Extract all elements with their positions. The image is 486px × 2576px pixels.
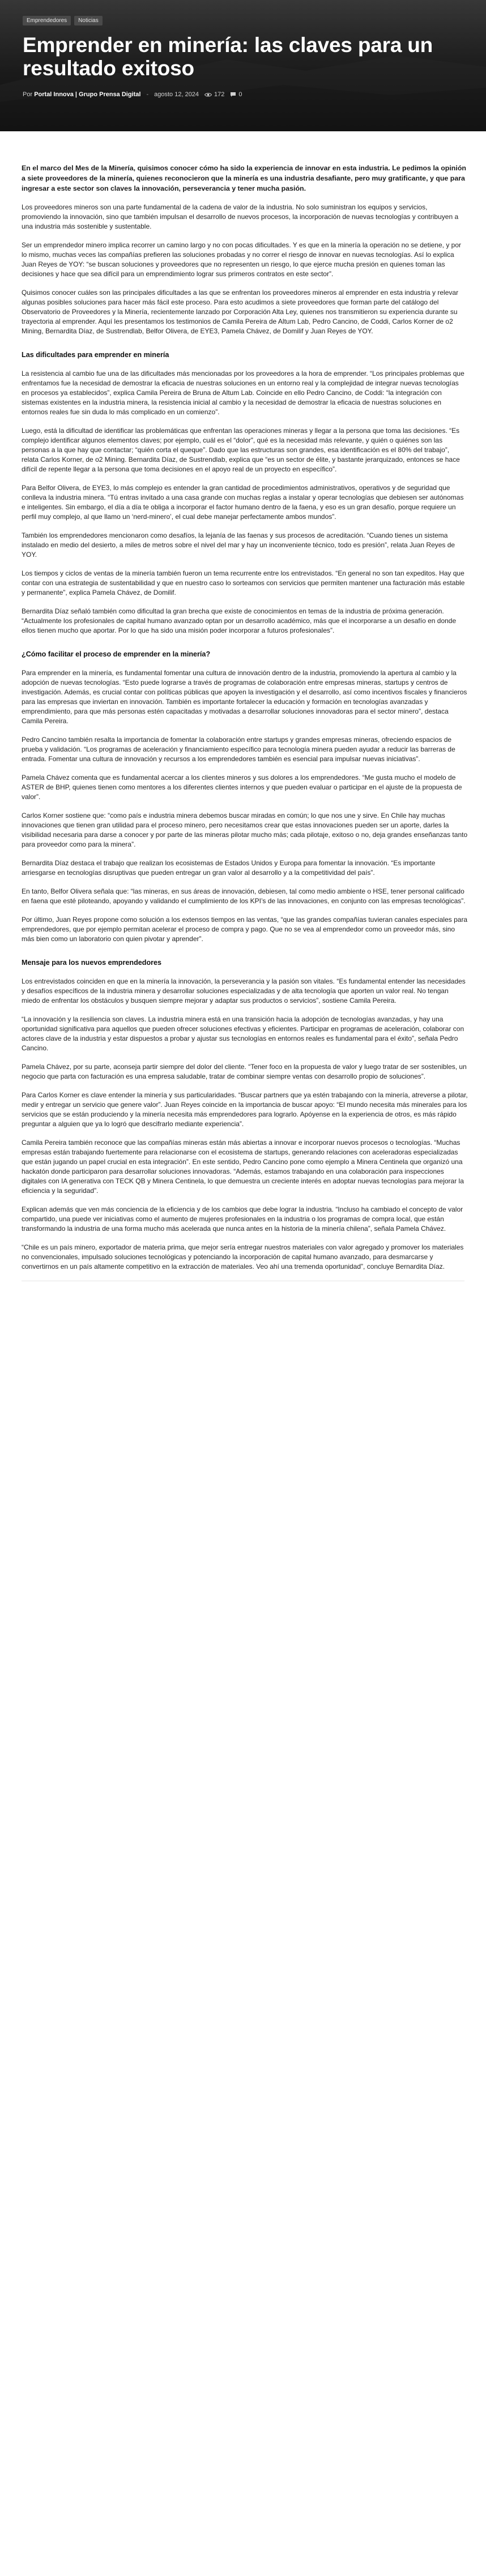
article-meta [23, 91, 470, 98]
article-paragraph: Ser un emprendedor minero implica recorrer un camino largo y no con pocas dificultades. Y es que en la minería la operación no se detiene, y por lo mismo, muchas veces las compañías prefieren las soluciones probadas y no correr el riesgo de innovar en nuevas tecnologías. Así lo explica Juan Reyes de YOY: “se buscan soluciones y proveedores que no representen un riesgo, lo que ejerce mucha presión en quienes toman las decisiones y hace que sea difícil para un emprendimiento lograr sus primeros contratos en este sector”. [22, 241, 461, 278]
article-paragraph: “La innovación y la resiliencia son claves. La industria minera está en una transición hacia la adopción de tecnologías avanzadas, y hay una oportunidad significativa para aquellos que pueden ofrecer soluciones efectivas y eficientes. Participar en programas de aceleración, colaborar con actores clave de la industria y estar dispuestos a probar y ajustar sus tecnologías en entornos reales es fundamental para el éxito”, señala Pedro Cancino. [22, 1015, 464, 1052]
article-paragraph: “Chile es un país minero, exportador de materia prima, que mejor sería entregar nuestros materiales con valor agregado y promover los materiales no convencionales, impulsado soluciones tecnológicas y potenciando la incorporación de capital humano avanzado, para desmarcarse y convertirnos en un país altamente competitivo en la extracción de materiales. Veo ahí una tremenda oportunidad”, concluye Bernardita Díaz. [22, 1243, 464, 1270]
article-paragraph: Para Belfor Olivera, de EYE3, lo más complejo es entender la gran cantidad de procedimientos administrativos, operativos y de seguridad que conlleva la industria minera. “Tú entras invitado a una casa grande con muchas reglas a instalar y operar tecnologías que debiesen ser autónomas e inteligentes. Sin embargo, el día a día te obliga a incorporar el factor humano dentro de la faena, y eso es un gran desafío, porque requiere un perfil muy complejo, al que llamo un ‘nerd-minero’, el cual debe manejar perfectamente ambos mundos”. [22, 484, 464, 521]
section-heading-difficulties: Las dificultades para emprender en minería [22, 351, 169, 359]
article-paragraph: En tanto, Belfor Olivera señala que: “las mineras, en sus áreas de innovación, debiesen, tal como medio ambiente o HSE, tener personal calificado en faena que esté piloteando, apoyando y validando el cumplimiento de los KPI’s de las innovaciones, en conjunto con las empresas tecnológicas”. [22, 887, 466, 905]
views-value: 172 [214, 91, 225, 98]
byline-prefix: Por [23, 91, 33, 98]
article-paragraph: La resistencia al cambio fue una de las dificultades más mencionadas por los proveedores a la hora de emprender. “Los principales problemas que enfrentamos fue la necesidad de demostrar la eficacia de nuestras soluciones en un entorno real y la complejidad de integrar nuevas tecnologías en procesos ya establecidos”, explica Camila Pereira de Bruna de Altum Lab. Coincide en ello Pedro Cancino, de Coddi: “la integración con sistemas existentes en la industria minera, la resistencia inicial al cambio y la necesidad de demostrar la eficacia de nuestras soluciones en entornos reales fue sin duda lo más complicado en un comienzo”. [22, 370, 464, 416]
article-paragraph: Pedro Cancino también resalta la importancia de fomentar la colaboración entre startups y grandes empresas mineras, ofreciendo espacios de prueba y validación. “Los programas de aceleración y financiamiento específico para tecnología minera pueden ayudar a reducir las barreras de entrada. Fomentar una cultura de innovación y recursos a los emprendedores también es esencial para impulsar nuevas iniciativas”. [22, 736, 455, 763]
article-body [0, 131, 486, 1272]
article-paragraph: Los proveedores mineros son una parte fundamental de la cadena de valor de la industria. No solo suministran los equipos y servicios, promoviendo la innovación, sino que también impulsan el desarrollo de nuevos procesos, la incorporación de nuevas tecnologías y contribuyen a una industria más sostenible y sustentable. [22, 203, 459, 230]
byline [23, 91, 140, 98]
article-paragraph: Los tiempos y ciclos de ventas de la minería también fueron un tema recurrente entre los entrevistados. “En general no son tan expeditos. Hay que contar con una estrategia de sustentabilidad y que en nuestro caso lo sorteamos con servicios que permiten mantener una facturación más estable y permanente”, explica Pamela Chávez, de Domilif. [22, 569, 465, 596]
article-paragraph: Para emprender en la minería, es fundamental fomentar una cultura de innovación dentro de la industria, promoviendo la apertura al cambio y la adopción de nuevas tecnologías. “Esto puede lograrse a través de programas de colaboración entre empresas mineras, startups y centros de investigación. Además, es crucial contar con políticas públicas que apoyen la investigación y el desarrollo, así como incentivos fiscales y financieros para las empresas que inviertan en innovación. También es importante fortalecer la educación y formación en tecnologías avanzadas y emprendimiento, para que más personas estén capacitadas y motivadas a desarrollar soluciones innovadoras para el sector minero”, destaca Camila Pereira. [22, 669, 467, 725]
views-count [204, 91, 224, 98]
article-lead: En el marco del Mes de la Minería, quisimos conocer cómo ha sido la experiencia de innovar en esta industria. Le pedimos la opinión a siete proveedores de la minería, quienes reconocieron que la minería es una industria desafiante, pero muy gratificante, y que para ingresar a este sector son claves la innovación, perseverancia y tener mucha pasión. [22, 164, 466, 192]
article-paragraph: Bernardita Díaz señaló también como dificultad la gran brecha que existe de conocimientos en temas de la industria de próxima generación. “Actualmente los profesionales de capital humano avanzado optan por un desarrollo académico, más que el incorporarse a un desafío en donde ellos tienen mucho que aportar. Por lo que ha sido una misión poder incorporar a futuros profesionales”. [22, 607, 457, 634]
article-paragraph: Los entrevistados coinciden en que en la minería la innovación, la perseverancia y la pasión son vitales. “Es fundamental entender las necesidades y desafíos específicos de la industria minera y desarrollar soluciones especializadas y de alta tecnología que aporten un valor real. No tengan miedo de enfrentar los obstáculos y busquen siempre mejorar y adaptar sus productos o servicios”, sostiene Camila Pereira. [22, 977, 466, 1004]
tag-emprendedores[interactable]: Emprendedores [23, 16, 71, 25]
meta-separator: - [146, 91, 149, 98]
article-paragraph: También los emprendedores mencionaron como desafíos, la lejanía de las faenas y sus procesos de acreditación. “Cuando tienes un sistema instalado en medio del desierto, a miles de metros sobre el nivel del mar y hay un inconveniente técnico, todo es presión”, relata Juan Reyes de YOY. [22, 531, 455, 559]
publish-date: agosto 12, 2024 [154, 91, 199, 98]
comments-value: 0 [238, 91, 242, 98]
article-paragraph: Carlos Korner sostiene que: “como país e industria minera debemos buscar miradas en común; lo que nos une y sirve. En Chile hay muchas innovaciones que tienen gran utilidad para el proceso minero, pero necesitamos crear que estas innovaciones pueden ser un aporte, darles la visibilidad necesaria para darse a conocer y por parte de las mineras pilotar mucho más; cada pilotaje, exitoso o no, deja grandes enseñanzas tanto para proveedor como para la minera”. [22, 812, 468, 848]
section-heading-message: Mensaje para los nuevos emprendedores [22, 959, 162, 967]
article-paragraph: Camila Pereira también reconoce que las compañías mineras están más abiertas a innovar e incorporar nuevos procesos o tecnologías. “Muchas empresas están trabajando fuertemente para relacionarse con el ecosistema de startups, generando relaciones con aceleradoras especializadas que están jugando un papel crucial en esta integración”. En este sentido, Pedro Cancino pone como ejemplo a Minera Centinela que organizó una hackatón donde participaron para desarrollar soluciones innovadoras. “Además, estamos trabajando en una colaboración para inspecciones digitales con IA generativa con TECK QB y Minera Centinela, lo que demuestra un creciente interés en adoptar nuevas tecnologías para mejorar la eficiencia y la seguridad”. [22, 1139, 464, 1195]
section-heading-facilitate: ¿Cómo facilitar el proceso de emprender en la minería? [22, 650, 211, 658]
article-paragraph: Explican además que ven más conciencia de la eficiencia y de los cambios que debe lograr la industria. “Incluso ha cambiado el concepto de valor compartido, una puede ver iniciativas como el aumento de mujeres profesionales en la industria o los programas de compra local, que están transformando la industria de una forma mucho más acelerada que nunca antes en la historia de la minería chilena”, señala Pamela Chávez. [22, 1205, 463, 1233]
comment-icon [230, 92, 236, 97]
category-tags [23, 16, 470, 25]
author-link[interactable]: Portal Innova | Grupo Prensa Digital [34, 91, 141, 98]
article-paragraph: Para Carlos Korner es clave entender la minería y sus particularidades. “Buscar partners que ya estén trabajando con la minería, atreverse a pilotar, medir y entregar un servicio que genere valor”. Juan Reyes coincide en la importancia de buscar apoyo: “El mundo necesita más minerales para los servicios que se están produciendo y la minería necesita más emprendedores para lograrlo. Apóyense en la experiencia de otros, es más rápido preguntar a alguien que ya lo logró que descifrarlo mediante experiencia”. [22, 1091, 468, 1128]
comments-count[interactable] [230, 91, 242, 98]
article-paragraph: Pamela Chávez, por su parte, aconseja partir siempre del dolor del cliente. “Tener foco en la propuesta de valor y luego tratar de ser sostenibles, un negocio que parta con facturación es una empresa saludable, tratar de combinar siempre ventas con desarrollo propio de soluciones”. [22, 1063, 467, 1080]
article-paragraph: Luego, está la dificultad de identificar las problemáticas que enfrentan las operaciones mineras y llegar a la persona que toma las decisiones. “Es complejo identificar algunos elementos claves; por ejemplo, cuál es el “dolor”, qué es la necesidad más relevante, y quién o quiénes son las personas a la que hay que contactar; “quién corta el queque”. Dado que las estructuras son grandes, esa identificación es el 80% del trabajo”, relata Carlos Korner, de o2 Mining. Bernardita Díaz, de Sustrendlab, explica que “es un sector de élite, y bastante jerarquizado, entonces se hace difícil de repente llegar a la persona que toma decisiones en el apoyo real de un proyecto en específico”. [22, 427, 460, 473]
eye-icon [204, 92, 212, 97]
article-title: Emprender en minería: las claves para un resultado exitoso [23, 33, 433, 80]
article-paragraph: Bernardita Díaz destaca el trabajo que realizan los ecosistemas de Estados Unidos y Europa para fomentar la innovación. “Es importante arriesgarse en tecnologías disruptivas que pueden entregar un gran valor al desarrollo y a la competitividad del país”. [22, 859, 436, 877]
article-paragraph: Pamela Chávez comenta que es fundamental acercar a los clientes mineros y sus dolores a los emprendedores. “Me gusta mucho el modelo de ASTER de BHP, quienes tienen como mentores a los diferentes clientes internos y que pueden evaluar o participar en el ajuste de la propuesta de valor”. [22, 774, 462, 801]
article-paragraph: Quisimos conocer cuáles son las principales dificultades a las que se enfrentan los proveedores mineros al emprender en esta industria y relevar algunas posibles soluciones para hacer más fácil este proceso. Para esto acudimos a siete proveedores que forman parte del catálogo del Observatorio de Proveedores y la Minería, recientemente lanzado por Corporación Alta Ley, quienes nos transmitieron su experiencia durante su trayectoria al emprender. Aquí les presentamos los testimonios de Camila Pereira de Altum Lab, Pedro Cancino, de Coddi, Carlos Korner de o2 Mining, Bernardita Díaz, de Sustrendlab, Belfor Olivera, de EYE3, Pamela Chávez, de Domilif y Juan Reyes de YOY. [22, 289, 459, 335]
tag-noticias[interactable]: Noticias [74, 16, 103, 25]
article-hero [0, 0, 486, 131]
article-paragraph: Por último, Juan Reyes propone como solución a los extensos tiempos en las ventas, “que las grandes compañías tuvieran canales especiales para emprendedores, que por ejemplo permitan acelerar el proceso de compra y pago. Que no se vea al emprendedor como un proveedor más, sino más bien como un laboratorio con quien pivotar y aprender”. [22, 916, 468, 943]
